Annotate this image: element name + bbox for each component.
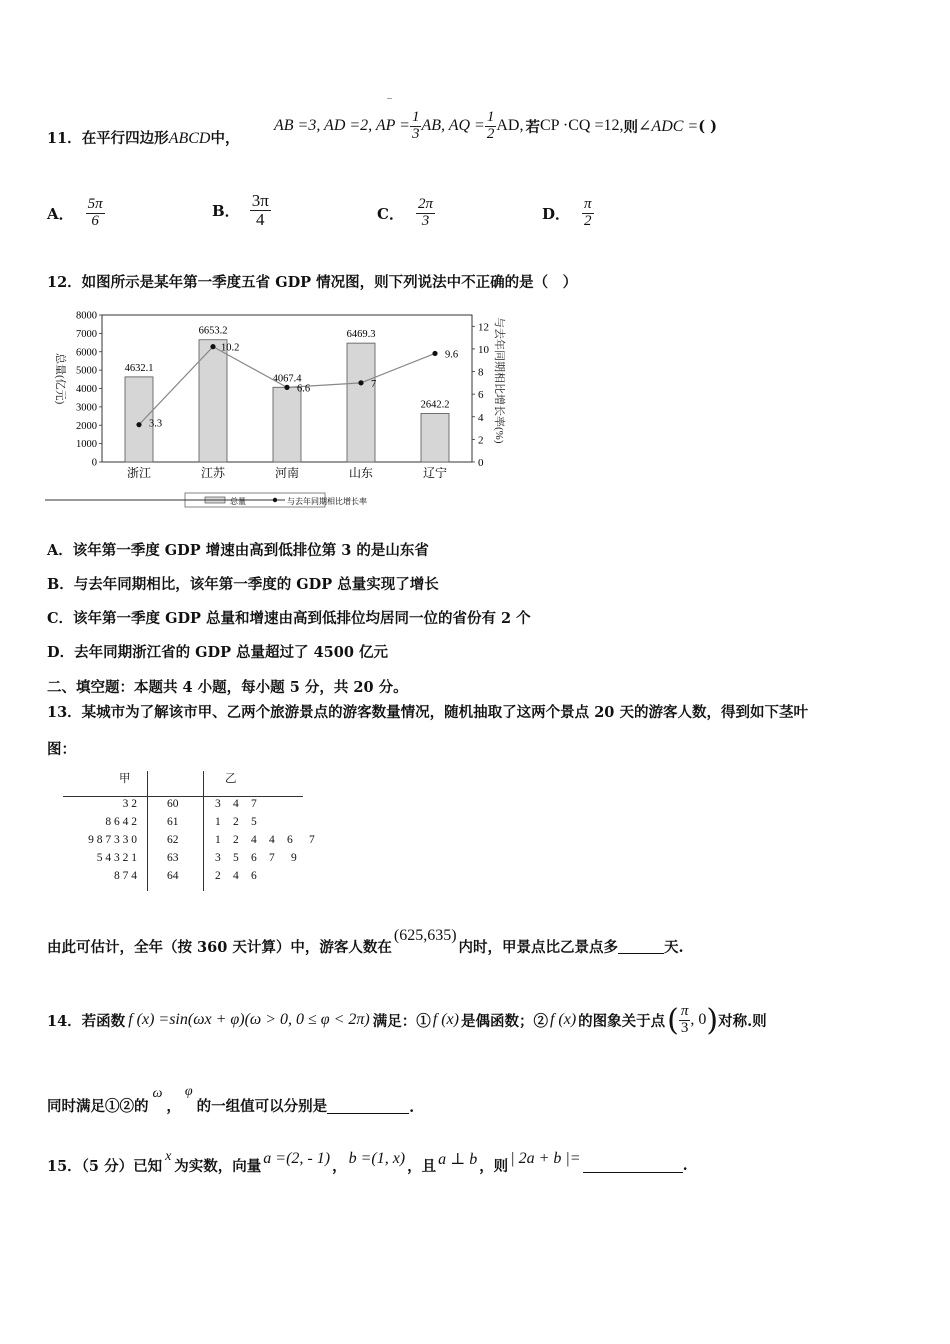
growth-point (432, 351, 437, 356)
growth-point (136, 422, 141, 427)
q15-vector-a: a =(2, - 1) (263, 1150, 331, 1167)
growth-point (358, 380, 363, 385)
q13-stem-line2: 图： (47, 741, 76, 758)
q12-stem: 12．如图所示是某年第一季度五省 GDP 情况图，则下列说法中不正确的是（ ） (47, 274, 578, 291)
y2-tick-label: 0 (478, 457, 484, 469)
leaves-jia: 3 2 (122, 798, 137, 810)
q14-line2 (47, 1084, 414, 1120)
q11-math (274, 100, 717, 152)
bar (199, 340, 227, 462)
stem-leaf-plot (47, 766, 347, 896)
category-label: 浙江 (126, 466, 152, 480)
q12-option-a[interactable]: A．该年第一季度 GDP 增速由高到低排位第 3 的是山东省 (47, 542, 429, 559)
q15-line (47, 1148, 688, 1182)
option-b-fraction: $\frac{3\pi}{4}$ (251, 190, 269, 229)
stem-row (47, 870, 347, 888)
y2-axis-title (493, 317, 507, 444)
bar-label: 6469.3 (346, 329, 376, 341)
stem-row (47, 816, 347, 834)
stem-row (47, 834, 347, 852)
growth-point (284, 385, 289, 390)
leaves-jia: 5 4 3 2 1 (96, 852, 137, 864)
stem-value: 61 (167, 816, 179, 828)
q15-expr: | 2a + b |= (510, 1150, 581, 1167)
category-labels (127, 465, 447, 480)
q14-function: f (x) =sin(ωx + φ)(ω > 0, 0 ≤ φ < 2π) (128, 1011, 370, 1028)
y-tick-label: 7000 (76, 328, 97, 340)
leaves-yi: 3 4 7 (215, 798, 257, 810)
q14-p2: 满足：① (372, 1012, 431, 1030)
q13-conclusion-b: 内时，甲景点比乙景点多 (458, 938, 619, 956)
ylabel-text: 总量(亿元) (54, 353, 66, 405)
y-tick-label: 1000 (76, 439, 97, 451)
bar (421, 413, 449, 462)
q11-shape: ABCD (168, 130, 211, 147)
q11-dot-expr: CP ·CQ =12, (539, 117, 624, 134)
category-label: 江苏 (200, 466, 226, 480)
q14-l2a: 同时满足①②的 (47, 1098, 149, 1115)
q14-end: . (409, 1099, 415, 1116)
section-heading: 二、填空题：本题共 4 小题，每小题 5 分，共 20 分。 (47, 679, 408, 696)
q12-option-d[interactable]: D．去年同期浙江省的 GDP 总量超过了 4500 亿元 (47, 644, 388, 661)
stem-row (47, 852, 347, 870)
y-tick-label: 5000 (76, 365, 97, 377)
q13-conclusion-a: 由此可估计，全年（按 360 天计算）中，游客人数在 (47, 938, 392, 956)
growth-label: 9.6 (445, 349, 459, 361)
q14-p4: 的图象关于点 (578, 1012, 666, 1030)
vector-bar-marks: ‾ (387, 98, 392, 109)
q12-option-b[interactable]: B．与去年同期相比，该年第一季度的 GDP 总量实现了增长 (47, 576, 439, 593)
q14-point-tail: , 0 (690, 1011, 707, 1028)
q11-angle: ∠ADC = (638, 118, 699, 135)
y2-tick-label: 6 (478, 389, 484, 402)
growth-point (210, 344, 215, 349)
y2-tick-label: 4 (478, 411, 484, 424)
q14-comma: ， (166, 1098, 181, 1115)
stem-value: 60 (167, 798, 179, 810)
q11-ap-fraction: $\frac{1}{3}$ (411, 108, 420, 142)
q14-phi: φ (184, 1084, 193, 1099)
y-tick-label: 8000 (76, 310, 97, 322)
leaves-yi: 1 2 4 4 6 7 (215, 834, 315, 846)
q14-omega: ω (152, 1086, 163, 1101)
growth-rate-labels (149, 343, 458, 430)
stem-value: 63 (167, 852, 179, 864)
bar (273, 387, 301, 462)
left-paren-icon: ( (667, 1002, 679, 1038)
q15-p3: ，且 (407, 1157, 437, 1175)
stem-value: 64 (167, 870, 179, 882)
bar (347, 343, 375, 462)
q12-option-c[interactable]: C．该年第一季度 GDP 总量和增速由高到低排位均居同一位的省份有 2 个 (47, 610, 531, 627)
bar-label: 2642.2 (420, 399, 450, 411)
q14-l2b: 的一组值可以分别是 (196, 1098, 328, 1115)
y-tick-label: 3000 (76, 402, 97, 414)
q15-vector-b: b =(1, x) (348, 1150, 406, 1167)
option-c-fraction: $\frac{2\pi}{3}$ (417, 195, 433, 229)
legend-line-marker (273, 498, 277, 502)
q13-conclusion-c: 天. (664, 938, 684, 956)
q11-option-a[interactable]: A． $\frac{5\pi}{6}$ (47, 195, 103, 229)
q15-p1: 15．（5 分）已知 (47, 1157, 163, 1175)
q11-lead: 在平行四边形 (81, 130, 169, 147)
q13-interval: (625,635) (393, 927, 457, 944)
legend (45, 493, 367, 507)
q15-answer-blank[interactable] (583, 1158, 683, 1173)
leaves-jia: 8 6 4 2 (105, 816, 137, 828)
y2-tick-label: 12 (478, 321, 489, 334)
header-jia: 甲 (119, 773, 131, 785)
q15-perp: a ⊥ b (438, 1151, 478, 1168)
y-axis-title (54, 353, 67, 405)
q14-answer-blank[interactable] (327, 1099, 409, 1114)
q13-answer-blank[interactable] (618, 939, 664, 954)
option-a-fraction: $\frac{5\pi}{6}$ (87, 195, 103, 229)
q11-aq-fraction: $\frac{1}{2}$ (486, 108, 495, 142)
growth-label: 3.3 (149, 418, 163, 430)
q14-f2: f (x) (432, 1011, 459, 1028)
category-label: 河南 (274, 466, 300, 480)
bar-label: 4632.1 (124, 362, 154, 374)
option-d-fraction: $\frac{\pi}{2}$ (584, 195, 592, 229)
legend-bar-label: 总量 (230, 497, 246, 506)
q14-line1 (47, 992, 767, 1048)
category-label: 山东 (348, 466, 374, 480)
y2-tick-label: 8 (478, 366, 484, 379)
q14-p1: 14．若函数 (47, 1012, 126, 1030)
q15-x: x (165, 1149, 172, 1164)
y2-tick-label: 10 (478, 343, 489, 356)
leaves-yi: 2 4 6 (215, 870, 257, 882)
bars (125, 340, 449, 462)
stem-rows (47, 798, 347, 888)
stem-value: 62 (167, 834, 179, 846)
q14-p3: 是偶函数；② (460, 1012, 548, 1030)
y-tick-label: 2000 (76, 420, 97, 432)
right-axis-ticks (472, 321, 490, 469)
q11-ap-tail: AB, AQ = (421, 117, 485, 134)
growth-label: 10.2 (221, 342, 240, 354)
y-tick-label: 6000 (76, 347, 97, 359)
growth-label: 6.6 (297, 383, 311, 395)
q11-number: 11． (47, 130, 82, 147)
q11-then: 则 (623, 118, 639, 136)
q11-option-d[interactable]: D． $\frac{\pi}{2}$ (542, 195, 592, 229)
bar-label: 4067.4 (272, 373, 302, 385)
leaves-yi: 3 5 6 7 9 (215, 852, 297, 864)
q11-givens: AB =3, AD =2, AP = (274, 117, 410, 134)
bar-label: 6653.2 (198, 325, 228, 337)
left-axis-ticks (76, 311, 102, 469)
q11-option-c[interactable]: C． $\frac{2\pi}{3}$ (377, 195, 433, 229)
y2label-text: 与去年同期相比增长率(%) (493, 317, 505, 444)
q13-stem-line1: 13．某城市为了解该市甲、乙两个旅游景点的游客数量情况，随机抽取了这两个景点 20 天的游客人数，得到如下茎叶 (47, 704, 808, 721)
q11-if: 若 (525, 118, 540, 136)
q15-sep: ， (332, 1157, 347, 1175)
y-tick-label: 4000 (76, 384, 97, 395)
q14-p5: 对称.则 (718, 1012, 767, 1030)
leaves-jia: 9 8 7 3 3 0 (88, 834, 137, 846)
q11-aq-tail: AD, (496, 117, 524, 134)
stem-row (47, 798, 347, 816)
q11-mid: 中， (210, 130, 240, 147)
category-label: 辽宁 (422, 466, 448, 480)
q14-point-fraction: $\frac{\pi}{3}$ (680, 1002, 689, 1036)
leaves-jia: 8 7 4 (114, 870, 137, 882)
q15-p2: 为实数，向量 (174, 1157, 262, 1175)
right-paren-icon: ) (706, 1002, 719, 1038)
y-tick-label: 0 (91, 457, 97, 469)
header-rule (63, 796, 303, 797)
leaves-yi: 1 2 5 (215, 816, 257, 828)
q13-conclusion (47, 928, 684, 964)
gdp-chart (45, 305, 525, 515)
q15-p4: ，则 (479, 1157, 509, 1175)
y2-tick-label: 2 (478, 434, 484, 447)
q15-end: . (682, 1156, 688, 1174)
q11-option-b[interactable]: B． $\frac{3\pi}{4}$ (212, 190, 269, 229)
legend-line-label: 与去年同期相比增长率 (287, 497, 367, 506)
q14-f3: f (x) (549, 1011, 577, 1028)
header-yi: 乙 (225, 773, 237, 785)
growth-label: 7 (371, 378, 377, 390)
q11-paren: ( ) (698, 117, 717, 135)
